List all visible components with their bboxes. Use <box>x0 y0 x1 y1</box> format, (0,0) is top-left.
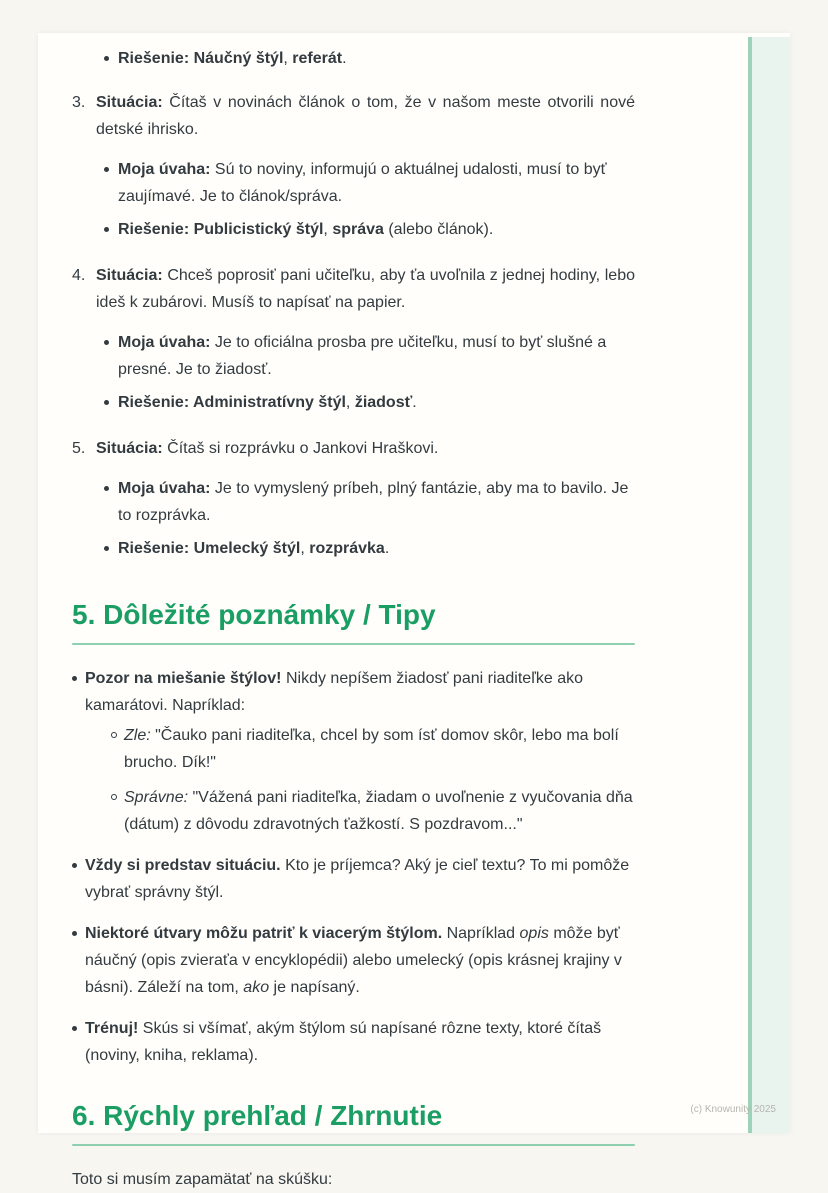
sub-bullet-item <box>111 784 635 838</box>
circle-bullet-marker <box>111 794 117 800</box>
item-sub-bullets <box>103 475 635 562</box>
text-segment: , <box>345 394 355 411</box>
disc-bullet-marker <box>104 486 109 491</box>
text-segment: Riešenie: Publicistický štýl <box>118 221 324 238</box>
rich-text <box>118 221 493 238</box>
disc-bullet-marker <box>104 400 109 405</box>
right-accent-band <box>752 37 790 1133</box>
text-segment: Pozor na miešanie štýlov! <box>85 670 282 687</box>
item-text <box>96 262 635 316</box>
section-tips-heading: 5. Dôležité poznámky / Tipy <box>72 599 436 630</box>
bullet-item <box>103 475 635 529</box>
text-segment: Kto je príjemca? Aký je cieľ textu? To mi pomôže vybrať správny štýl. <box>85 857 630 901</box>
rich-text <box>85 925 622 996</box>
text-segment: Niektoré útvary môžu patriť k viacerým štýlom. <box>85 925 443 942</box>
text-segment: je napísaný. <box>269 979 360 996</box>
text-segment: Nikdy nepíšem žiadosť pani riaditeľke ako kamarátovi. Napríklad: <box>85 670 583 714</box>
text-segment: Trénuj! <box>85 1020 139 1037</box>
bullet-item <box>103 329 635 383</box>
text-segment: Zle: <box>124 727 151 744</box>
tip-item <box>72 920 635 1001</box>
rich-text <box>118 480 628 524</box>
tip-item <box>72 1015 635 1069</box>
disc-bullet-marker <box>72 1026 77 1031</box>
text-segment: žiadosť <box>354 394 413 411</box>
text-segment: Vždy si predstav situáciu. <box>85 857 281 874</box>
disc-bullet-marker <box>104 340 109 345</box>
rich-text <box>96 267 635 311</box>
bullet-item <box>103 389 635 416</box>
rich-text <box>85 670 583 714</box>
section-tips-divider <box>72 643 635 645</box>
text-segment: Skús si všímať, akým štýlom sú napísané rôzne texty, ktoré čítaš (noviny, kniha, reklama). <box>85 1020 602 1064</box>
text-segment: Čítaš v novinách článok o tom, že v našom meste otvorili nové detské ihrisko. <box>96 94 635 138</box>
section-summary-divider <box>72 1144 635 1146</box>
text-segment: Moja úvaha: <box>118 161 211 178</box>
rich-text <box>124 727 619 771</box>
item-text <box>96 89 635 143</box>
rich-text <box>124 789 633 833</box>
summary-intro-paragraph: Toto si musím zapamätať na skúšku: <box>72 1171 333 1188</box>
text-segment: Riešenie: Náučný štýl <box>118 50 284 67</box>
text-segment: Moja úvaha: <box>118 480 211 497</box>
item-sub-bullets <box>103 156 635 243</box>
text-segment: Napríklad <box>442 925 520 942</box>
item-sub-bullets <box>103 329 635 416</box>
text-segment: Situácia: <box>96 94 163 111</box>
rich-text <box>118 394 417 411</box>
disc-bullet-marker <box>72 863 77 868</box>
disc-bullet-marker <box>104 546 109 551</box>
text-segment: môže byť náučný (opis zvieraťa v encyklopédii) alebo umelecký (opis krásnej krajiny v básni). Záleží na tom, <box>85 925 622 996</box>
text-segment: opis <box>519 925 549 942</box>
rich-text <box>118 540 389 557</box>
text-segment: Riešenie: Administratívny štýl <box>118 394 346 411</box>
text-segment: Sú to noviny, informujú o aktuálnej udalosti, musí to byť zaujímavé. Je to článok/správa. <box>118 161 607 205</box>
situations-numbered-list <box>72 89 635 568</box>
text-segment: ako <box>243 979 270 996</box>
section-summary-heading: 6. Rýchly prehľad / Zhrnutie <box>72 1100 443 1131</box>
rich-text <box>118 161 607 205</box>
text-segment: Je to vymyslený príbeh, plný fantázie, aby ma to bavilo. Je to rozprávka. <box>118 480 629 524</box>
intro-bullet-list <box>103 45 635 72</box>
rich-text <box>85 1020 601 1064</box>
right-accent-line <box>748 37 752 1133</box>
numbered-item <box>72 262 635 422</box>
numbered-item <box>72 435 635 568</box>
numbered-item <box>72 89 635 249</box>
text-segment: Čítaš si rozprávku o Jankovi Hraškovi. <box>162 440 439 457</box>
tip-item <box>72 665 635 838</box>
circle-bullet-marker <box>111 732 117 738</box>
item-number: 5. <box>72 440 86 457</box>
disc-bullet-marker <box>104 227 109 232</box>
disc-bullet-marker <box>72 931 77 936</box>
text-segment: . <box>412 394 417 411</box>
text-segment: správa <box>332 221 384 238</box>
item-number: 3. <box>72 94 86 111</box>
disc-bullet-marker <box>104 56 109 61</box>
text-segment: Chceš poprosiť pani učiteľku, aby ťa uvoľnila z jednej hodiny, lebo ideš k zubárovi. Musíš to napísať na papier. <box>96 267 635 311</box>
text-segment: "Čauko pani riaditeľka, chcel by som ísť domov skôr, lebo ma bolí brucho. Dík!" <box>124 727 619 771</box>
text-segment: , <box>300 540 310 557</box>
bullet-item <box>103 156 635 210</box>
rich-text <box>118 334 606 378</box>
document-content <box>72 45 635 1193</box>
rich-text <box>96 440 438 457</box>
text-segment: , <box>283 50 293 67</box>
item-body <box>96 262 635 422</box>
text-segment: Správne: <box>124 789 189 806</box>
tip-sub-bullets <box>111 722 635 838</box>
item-text <box>96 435 635 462</box>
rich-text <box>118 50 347 67</box>
document-page <box>38 33 790 1188</box>
bullet-item <box>103 45 635 72</box>
disc-bullet-marker <box>72 676 77 681</box>
text-segment: . <box>384 540 390 557</box>
text-segment: Je to oficiálna prosba pre učiteľku, musí to byť slušné a presné. Je to žiadosť. <box>118 334 607 378</box>
text-segment: rozprávka <box>309 540 385 557</box>
text-segment: (alebo článok). <box>383 221 494 238</box>
disc-bullet-marker <box>104 167 109 172</box>
text-segment: Riešenie: Umelecký štýl <box>118 540 301 557</box>
tip-item <box>72 852 635 906</box>
text-segment: , <box>323 221 333 238</box>
text-segment: "Vážená pani riaditeľka, žiadam o uvoľnenie z vyučovania dňa (dátum) z dôvodu zdravotných ťažkostí. S pozdravom..." <box>124 789 633 833</box>
item-number: 4. <box>72 267 86 284</box>
text-segment: referát <box>292 50 343 67</box>
text-segment: Situácia: <box>96 267 163 284</box>
text-segment: Moja úvaha: <box>118 334 211 351</box>
rich-text <box>96 94 635 138</box>
bullet-item <box>103 535 635 562</box>
copyright-footer: (c) Knowunity 2025 <box>690 1104 776 1115</box>
tips-bullet-list <box>72 665 635 1069</box>
bullet-item <box>103 216 635 243</box>
rich-text <box>85 857 629 901</box>
item-body <box>96 89 635 249</box>
text-segment: Situácia: <box>96 440 163 457</box>
item-body <box>96 435 635 568</box>
sub-bullet-item <box>111 722 635 776</box>
text-segment: . <box>342 50 347 67</box>
